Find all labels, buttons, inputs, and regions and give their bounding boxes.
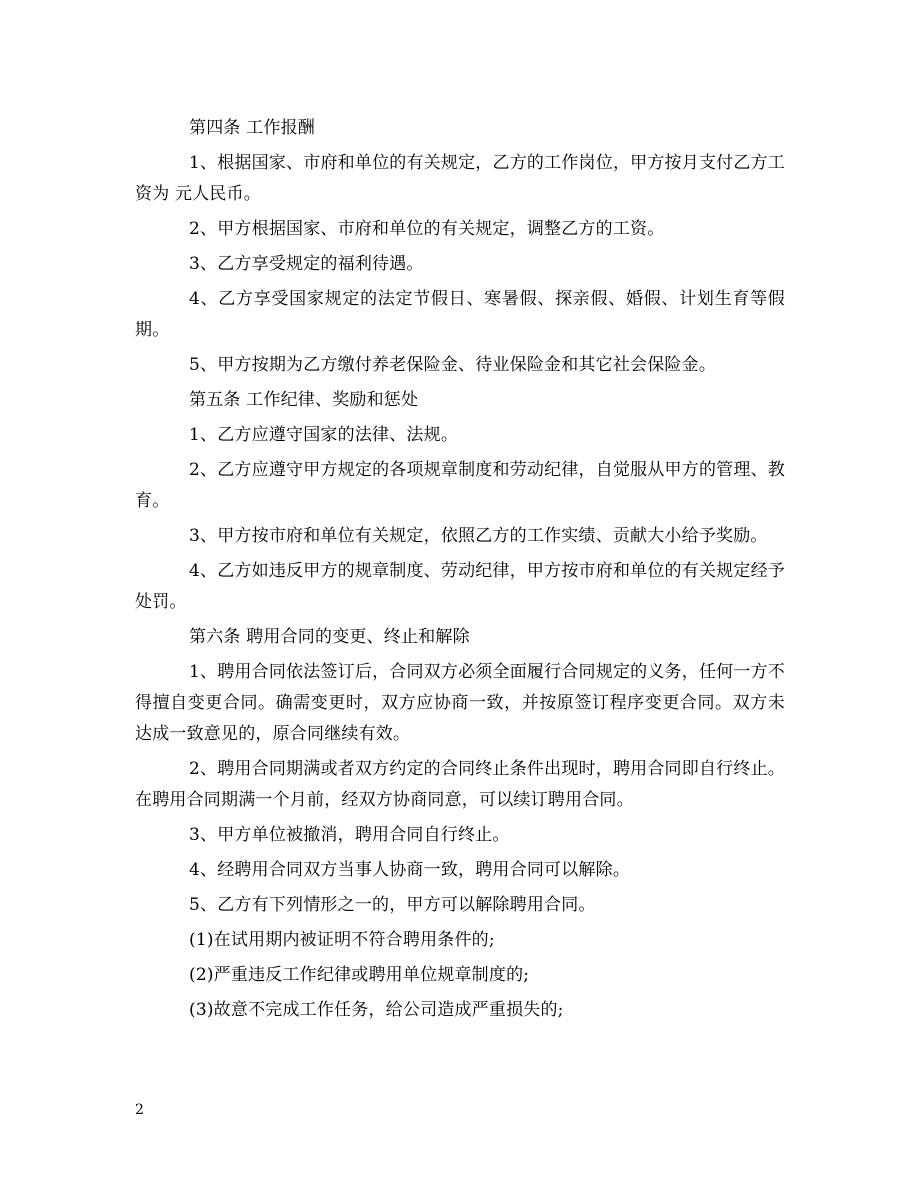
section-heading-5: 第五条 工作纪律、奖励和惩处 [189,390,419,410]
section-heading-6: 第六条 聘用合同的变更、终止和解除 [189,627,470,647]
paragraph-4-5: 5、甲方按期为乙方缴付养老保险金、待业保险金和其它社会保险金。 [189,355,717,375]
paragraph-4-2: 2、甲方根据国家、市府和单位的有关规定，调整乙方的工资。 [189,219,665,239]
paragraph-6-3: 3、甲方单位被撤消，聘用合同自行终止。 [189,825,510,845]
paragraph-4-3: 3、乙方享受规定的福利待遇。 [189,254,424,274]
paragraph-5-2: 2、乙方应遵守甲方规定的各项规章制度和劳动纪律，自觉服从甲方的管理、教育。 [135,460,785,511]
list-item-3: (3)故意不完成工作任务，给公司造成严重损失的; [189,1000,564,1020]
paragraph-5-4: 4、乙方如违反甲方的规章制度、劳动纪律，甲方按市府和单位的有关规定经予处罚。 [135,561,785,612]
paragraph-5-3: 3、甲方按市府和单位有关规定，依照乙方的工作实绩、贡献大小给予奖励。 [189,526,768,546]
paragraph-6-2: 2、聘用合同期满或者双方约定的合同终止条件出现时，聘用合同即自行终止。在聘用合同期满一个月前，经双方协商同意，可以续订聘用合同。 [135,759,785,810]
section-heading-4: 第四条 工作报酬 [189,118,316,138]
paragraph-6-5: 5、乙方有下列情形之一的，甲方可以解除聘用合同。 [189,895,596,915]
document-body [135,113,785,1030]
page-number: 2 [135,1102,144,1118]
list-item-1: (1)在试用期内被证明不符合聘用条件的; [189,930,495,950]
paragraph-5-1: 1、乙方应遵守国家的法律、法规。 [189,425,459,445]
paragraph-6-4: 4、经聘用合同双方当事人协商一致，聘用合同可以解除。 [189,860,631,880]
list-item-2: (2)严重违反工作纪律或聘用单位规章制度的; [189,965,530,985]
paragraph-6-1: 1、聘用合同依法签订后，合同双方必须全面履行合同规定的义务，任何一方不得擅自变更合同。确需变更时，双方应协商一致，并按原签订程序变更合同。双方未达成一致意见的，原合同继续有效。 [135,662,785,744]
paragraph-4-1: 1、根据国家、市府和单位的有关规定，乙方的工作岗位，甲方按月支付乙方工资为 元人民币。 [135,153,785,204]
paragraph-4-4: 4、乙方享受国家规定的法定节假日、寒暑假、探亲假、婚假、计划生育等假期。 [135,289,785,340]
